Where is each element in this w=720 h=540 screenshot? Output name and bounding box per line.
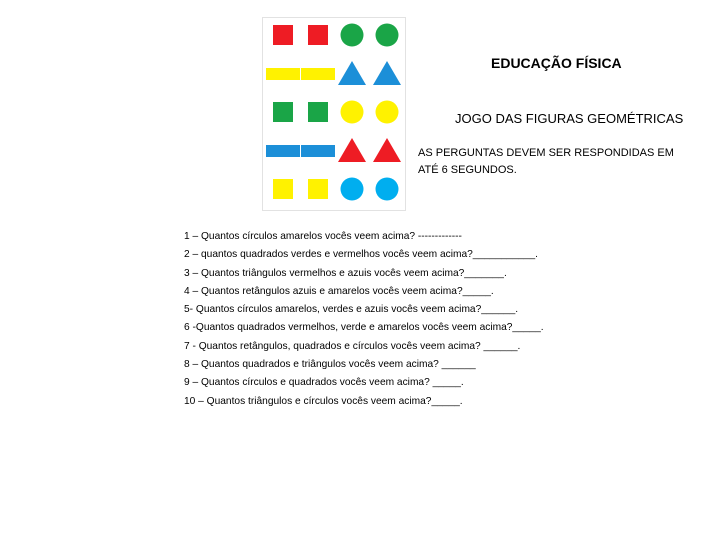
shapes-grid-svg — [263, 18, 407, 212]
yellow-square-shape — [308, 179, 328, 199]
red-triangle-shape — [338, 138, 366, 162]
yellow-rectangle-shape — [266, 68, 300, 80]
question-item: 7 - Quantos retângulos, quadrados e círculos vocês veem acima? ______. — [184, 340, 521, 352]
question-item: 3 – Quantos triângulos vermelhos e azuis vocês veem acima?_______. — [184, 267, 507, 279]
green-circle-shape — [341, 24, 364, 47]
question-item: 1 – Quantos círculos amarelos vocês veem acima? ------------- — [184, 231, 462, 242]
yellow-circle-shape — [376, 101, 399, 124]
question-item: 10 – Quantos triângulos e círculos vocês veem acima?_____. — [184, 395, 463, 407]
instructions-text: AS PERGUNTAS DEVEM SER RESPONDIDAS EM ATÉ 6 SEGUNDOS. — [418, 147, 674, 176]
question-item: 9 – Quantos círculos e quadrados vocês veem acima? _____. — [184, 377, 464, 389]
red-square-shape — [308, 25, 328, 45]
blue-triangle-shape — [338, 61, 366, 85]
question-item: 5- Quantos círculos amarelos, verdes e azuis vocês veem acima?______. — [184, 304, 519, 316]
yellow-square-shape — [273, 179, 293, 199]
question-item: 4 – Quantos retângulos azuis e amarelos vocês veem acima?_____. — [184, 285, 494, 297]
yellow-circle-shape — [341, 101, 364, 124]
green-square-shape — [273, 102, 293, 122]
questions-list — [184, 228, 544, 411]
red-square-shape — [273, 25, 293, 45]
page-title: EDUCAÇÃO FÍSICA — [491, 55, 622, 71]
blue-circle-shape — [376, 178, 399, 201]
blue-circle-shape — [341, 178, 364, 201]
green-circle-shape — [376, 24, 399, 47]
green-square-shape — [308, 102, 328, 122]
blue-rectangle-shape — [301, 145, 335, 157]
question-item: 6 -Quantos quadrados vermelhos, verde e amarelos vocês veem acima?_____. — [184, 322, 544, 334]
question-item: 2 – quantos quadrados verdes e vermelhos vocês veem acima?___________. — [184, 249, 538, 261]
question-item: 8 – Quantos quadrados e triângulos vocês veem acima? ______ — [184, 359, 476, 371]
blue-rectangle-shape — [266, 145, 300, 157]
red-triangle-shape — [373, 138, 401, 162]
blue-triangle-shape — [373, 61, 401, 85]
shapes-grid-image — [262, 17, 406, 211]
page-subtitle: JOGO DAS FIGURAS GEOMÉTRICAS — [455, 111, 684, 126]
yellow-rectangle-shape — [301, 68, 335, 80]
